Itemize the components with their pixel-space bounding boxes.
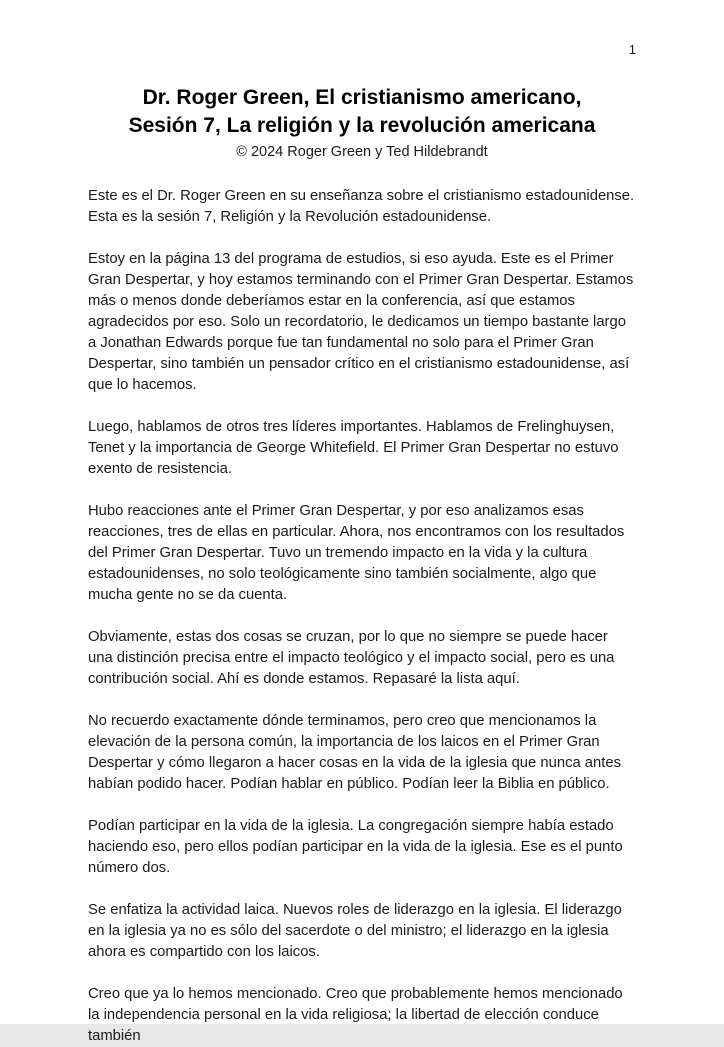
document-title-line2: Sesión 7, La religión y la revolución americana bbox=[128, 113, 596, 137]
paragraph: Hubo reacciones ante el Primer Gran Despertar, y por eso analizamos esas reacciones, tres de ellas en particular. Ahora, nos encontramos con los resultados del Primer Gran Despertar. Tuvo un tremendo impacto en la vida y la cultura estadounidenses, no solo teológicamente sino también socialmente, algo que mucha gente no se da cuenta. bbox=[88, 503, 625, 604]
body-text bbox=[88, 186, 636, 1047]
copyright-line: © 2024 Roger Green y Ted Hildebrandt bbox=[236, 144, 488, 161]
paragraph: Podían participar en la vida de la iglesia. La congregación siempre había estado haciendo eso, pero ellos podían participar en la vida de la iglesia. Ese es el punto número dos. bbox=[88, 818, 623, 877]
page-number: 1 bbox=[628, 42, 636, 57]
paragraph: Luego, hablamos de otros tres líderes importantes. Hablamos de Frelinghuysen, Tenet y la importancia de George Whitefield. El Primer Gran Despertar no estuvo exento de resistencia. bbox=[88, 419, 619, 478]
paragraph: Obviamente, estas dos cosas se cruzan, por lo que no siempre se puede hacer una distinción precisa entre el impacto teológico y el impacto social, pero es una contribución social. Ahí es donde estamos. Repasaré la lista aquí. bbox=[88, 629, 615, 688]
document-title-line1: Dr. Roger Green, El cristianismo americano, bbox=[142, 86, 582, 109]
paragraph: Creo que ya lo hemos mencionado. Creo que probablemente hemos mencionado la independencia personal en la vida religiosa; la libertad de elección conduce también bbox=[88, 986, 623, 1045]
paragraph: Este es el Dr. Roger Green en su enseñanza sobre el cristianismo estadounidense. Esta es la sesión 7, Religión y la Revolución estadounidense. bbox=[88, 188, 635, 226]
paragraph: No recuerdo exactamente dónde terminamos, pero creo que mencionamos la elevación de la persona común, la importancia de los laicos en el Primer Gran Despertar y cómo llegaron a hacer cosas en la vida de la iglesia que nunca antes habían podido hacer. Podían hablar en público. Podían leer la Biblia en público. bbox=[88, 713, 622, 793]
paragraph: Se enfatiza la actividad laica. Nuevos roles de liderazgo en la iglesia. El liderazgo en la iglesia ya no es sólo del sacerdote o del ministro; el liderazgo en la iglesia ahora es compartido con los laicos. bbox=[88, 902, 622, 961]
document-title bbox=[88, 84, 636, 139]
paragraph: Estoy en la página 13 del programa de estudios, si eso ayuda. Este es el Primer Gran Despertar, y hoy estamos terminando con el Primer Gran Despertar. Estamos más o menos donde deberíamos estar en la conferencia, así que estamos agradecidos por eso. Solo un recordatorio, le dedicamos un tiempo bastante largo a Jonathan Edwards porque fue tan fundamental no solo para el Primer Gran Despertar, sino también un pensador crítico en el cristianismo estadounidense, así que lo hacemos. bbox=[88, 251, 634, 394]
